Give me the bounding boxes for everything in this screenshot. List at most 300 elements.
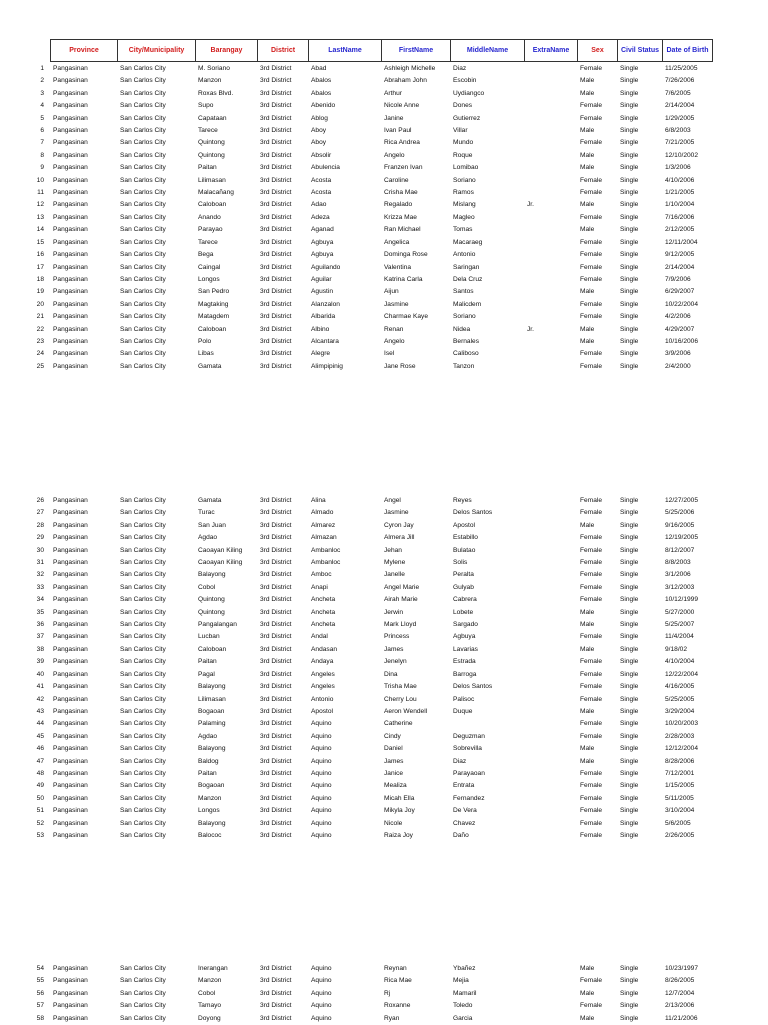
middle-name-cell: Reyes bbox=[453, 497, 472, 504]
district-cell: 3rd District bbox=[260, 362, 292, 370]
middle-name-cell: Mislang bbox=[453, 201, 476, 209]
city-cell: San Carlos City bbox=[120, 275, 166, 283]
sex-cell: Female bbox=[580, 571, 602, 579]
date-of-birth-cell: 5/25/2007 bbox=[665, 621, 695, 629]
civil-status-cell: Single bbox=[620, 509, 639, 517]
civil-status-cell: Single bbox=[620, 965, 639, 972]
sex-cell: Male bbox=[580, 989, 595, 997]
table-row bbox=[30, 594, 717, 606]
extra-name-cell bbox=[524, 532, 577, 544]
extra-name-cell bbox=[524, 175, 577, 187]
city-cell: San Carlos City bbox=[120, 769, 166, 777]
table-row bbox=[30, 557, 717, 569]
barangay-cell: Turac bbox=[198, 509, 215, 517]
sex-cell: Female bbox=[580, 807, 602, 815]
civil-status-cell: Single bbox=[620, 65, 639, 72]
province-cell: Pangasinan bbox=[53, 757, 88, 765]
province-cell: Pangasinan bbox=[53, 313, 88, 321]
civil-status-cell: Single bbox=[620, 176, 639, 184]
district-cell: 3rd District bbox=[260, 102, 292, 110]
civil-status-cell: Single bbox=[620, 251, 639, 259]
records-block-1 bbox=[30, 63, 717, 373]
middle-name-cell: Nidea bbox=[453, 325, 471, 333]
table-row bbox=[30, 88, 717, 100]
last-name-cell: Abenido bbox=[311, 102, 336, 110]
sex-cell: Female bbox=[580, 720, 602, 728]
sex-cell: Female bbox=[580, 546, 602, 554]
barangay-cell: Quintong bbox=[198, 608, 225, 616]
sex-cell: Male bbox=[580, 151, 595, 159]
extra-name-cell bbox=[524, 656, 577, 668]
middle-name-cell: Dones bbox=[453, 102, 473, 110]
middle-name-cell: Deguzman bbox=[453, 732, 485, 740]
sex-cell: Female bbox=[580, 176, 602, 184]
sex-cell: Female bbox=[580, 251, 602, 259]
civil-status-cell: Single bbox=[620, 521, 639, 529]
sex-cell: Female bbox=[580, 1002, 602, 1010]
sex-cell: Male bbox=[580, 337, 595, 345]
extra-name-cell bbox=[524, 706, 577, 718]
city-cell: San Carlos City bbox=[120, 238, 166, 246]
civil-status-cell: Single bbox=[620, 238, 639, 246]
records-block-2 bbox=[30, 495, 717, 842]
row-number: 16 bbox=[36, 251, 44, 259]
last-name-cell: Aquino bbox=[311, 745, 332, 753]
civil-status-cell: Single bbox=[620, 534, 639, 542]
sex-cell: Female bbox=[580, 509, 602, 517]
middle-name-cell: Tomas bbox=[453, 226, 473, 234]
province-cell: Pangasinan bbox=[53, 534, 88, 542]
district-cell: 3rd District bbox=[260, 213, 292, 221]
last-name-cell: Aquino bbox=[311, 965, 332, 972]
extra-name-cell bbox=[524, 299, 577, 311]
province-cell: Pangasinan bbox=[53, 695, 88, 703]
table-row bbox=[30, 582, 717, 594]
header-last-name: LastName bbox=[309, 40, 382, 62]
extra-name-cell bbox=[524, 1000, 577, 1012]
city-cell: San Carlos City bbox=[120, 807, 166, 815]
row-number: 3 bbox=[40, 89, 44, 97]
date-of-birth-cell: 5/27/2000 bbox=[665, 608, 695, 616]
city-cell: San Carlos City bbox=[120, 670, 166, 678]
table-row bbox=[30, 619, 717, 631]
civil-status-cell: Single bbox=[620, 350, 639, 358]
barangay-cell: Baldog bbox=[198, 757, 219, 765]
district-cell: 3rd District bbox=[260, 596, 292, 604]
row-number: 30 bbox=[36, 546, 44, 554]
last-name-cell: Aquino bbox=[311, 977, 332, 985]
middle-name-cell: Caliboso bbox=[453, 350, 479, 358]
extra-name-cell bbox=[524, 100, 577, 112]
district-cell: 3rd District bbox=[260, 534, 292, 542]
province-cell: Pangasinan bbox=[53, 350, 88, 358]
city-cell: San Carlos City bbox=[120, 114, 166, 122]
civil-status-cell: Single bbox=[620, 794, 639, 802]
table-row bbox=[30, 113, 717, 125]
middle-name-cell: Bulatao bbox=[453, 546, 476, 554]
table-row bbox=[30, 731, 717, 743]
last-name-cell: Alina bbox=[311, 497, 326, 504]
city-cell: San Carlos City bbox=[120, 65, 166, 72]
last-name-cell: Adao bbox=[311, 201, 327, 209]
city-cell: San Carlos City bbox=[120, 350, 166, 358]
city-cell: San Carlos City bbox=[120, 794, 166, 802]
sex-cell: Female bbox=[580, 139, 602, 147]
row-number: 33 bbox=[36, 583, 44, 591]
last-name-cell: Agbuya bbox=[311, 238, 334, 246]
barangay-cell: San Juan bbox=[198, 521, 226, 529]
district-cell: 3rd District bbox=[260, 114, 292, 122]
province-cell: Pangasinan bbox=[53, 102, 88, 110]
barangay-cell: Balayong bbox=[198, 745, 226, 753]
date-of-birth-cell: 9/16/2005 bbox=[665, 521, 695, 529]
first-name-cell: Abraham John bbox=[384, 77, 427, 85]
first-name-cell: Ivan Paul bbox=[384, 127, 412, 135]
row-number: 21 bbox=[36, 313, 44, 321]
middle-name-cell: Soriano bbox=[453, 176, 476, 184]
city-cell: San Carlos City bbox=[120, 583, 166, 591]
last-name-cell: Andaya bbox=[311, 658, 334, 666]
city-cell: San Carlos City bbox=[120, 362, 166, 370]
district-cell: 3rd District bbox=[260, 720, 292, 728]
district-cell: 3rd District bbox=[260, 633, 292, 641]
district-cell: 3rd District bbox=[260, 151, 292, 159]
date-of-birth-cell: 1/21/2005 bbox=[665, 189, 695, 197]
row-number: 39 bbox=[36, 658, 44, 666]
province-cell: Pangasinan bbox=[53, 164, 88, 172]
middle-name-cell: Bernales bbox=[453, 337, 480, 345]
header-civil-status: Civil Status bbox=[618, 40, 663, 62]
row-number: 42 bbox=[36, 695, 44, 703]
table-row bbox=[30, 805, 717, 817]
first-name-cell: Isel bbox=[384, 350, 395, 358]
civil-status-cell: Single bbox=[620, 583, 639, 591]
province-cell: Pangasinan bbox=[53, 683, 88, 691]
extra-name-cell: Jr. bbox=[527, 325, 534, 333]
table-row bbox=[30, 286, 717, 298]
civil-status-cell: Single bbox=[620, 1014, 639, 1022]
extra-name-cell bbox=[524, 520, 577, 532]
middle-name-cell: Estabillo bbox=[453, 534, 478, 542]
middle-name-cell: Antonio bbox=[453, 251, 476, 259]
table-row bbox=[30, 669, 717, 681]
first-name-cell: Catherine bbox=[384, 720, 413, 728]
sex-cell: Female bbox=[580, 658, 602, 666]
table-row bbox=[30, 125, 717, 137]
last-name-cell: Apostol bbox=[311, 707, 333, 715]
province-cell: Pangasinan bbox=[53, 139, 88, 147]
date-of-birth-cell: 10/20/2003 bbox=[665, 720, 699, 728]
middle-name-cell: Lobete bbox=[453, 608, 474, 616]
last-name-cell: Acosta bbox=[311, 189, 332, 197]
table-row bbox=[30, 1013, 717, 1025]
date-of-birth-cell: 11/21/2006 bbox=[665, 1014, 698, 1022]
first-name-cell: Valentina bbox=[384, 263, 412, 271]
province-cell: Pangasinan bbox=[53, 546, 88, 554]
row-number: 40 bbox=[36, 670, 44, 678]
last-name-cell: Ambanloc bbox=[311, 559, 341, 567]
district-cell: 3rd District bbox=[260, 1014, 292, 1022]
province-cell: Pangasinan bbox=[53, 89, 88, 97]
sex-cell: Female bbox=[580, 534, 602, 542]
date-of-birth-cell: 4/16/2005 bbox=[665, 683, 695, 691]
extra-name-cell bbox=[524, 495, 577, 507]
row-number: 46 bbox=[36, 745, 44, 753]
province-cell: Pangasinan bbox=[53, 201, 88, 209]
district-cell: 3rd District bbox=[260, 350, 292, 358]
sex-cell: Female bbox=[580, 263, 602, 271]
city-cell: San Carlos City bbox=[120, 102, 166, 110]
header-province: Province bbox=[51, 40, 118, 62]
district-cell: 3rd District bbox=[260, 807, 292, 815]
last-name-cell: Aquino bbox=[311, 1002, 332, 1010]
province-cell: Pangasinan bbox=[53, 263, 88, 271]
last-name-cell: Abalos bbox=[311, 77, 332, 85]
first-name-cell: Dominga Rose bbox=[384, 251, 428, 259]
province-cell: Pangasinan bbox=[53, 176, 88, 184]
sex-cell: Female bbox=[580, 238, 602, 246]
barangay-cell: Polo bbox=[198, 337, 212, 345]
first-name-cell: Roxanne bbox=[384, 1002, 411, 1010]
table-row bbox=[30, 818, 717, 830]
first-name-cell: Angelo bbox=[384, 151, 405, 159]
barangay-cell: Balayong bbox=[198, 819, 226, 827]
district-cell: 3rd District bbox=[260, 300, 292, 308]
sex-cell: Female bbox=[580, 583, 602, 591]
district-cell: 3rd District bbox=[260, 658, 292, 666]
province-cell: Pangasinan bbox=[53, 127, 88, 135]
district-cell: 3rd District bbox=[260, 89, 292, 97]
barangay-cell: Lilimasan bbox=[198, 695, 226, 703]
header-city-municipality: City/Municipality bbox=[118, 40, 196, 62]
extra-name-cell bbox=[524, 557, 577, 569]
last-name-cell: Alanzalon bbox=[311, 300, 340, 308]
table-row bbox=[30, 212, 717, 224]
table-row bbox=[30, 520, 717, 532]
district-cell: 3rd District bbox=[260, 521, 292, 529]
date-of-birth-cell: 8/26/2005 bbox=[665, 977, 695, 985]
civil-status-cell: Single bbox=[620, 546, 639, 554]
date-of-birth-cell: 12/12/2004 bbox=[665, 745, 699, 753]
extra-name-cell bbox=[524, 830, 577, 842]
table-row bbox=[30, 63, 717, 75]
extra-name-cell bbox=[524, 125, 577, 137]
date-of-birth-cell: 7/12/2001 bbox=[665, 769, 695, 777]
barangay-cell: Longos bbox=[198, 807, 220, 815]
barangay-cell: Cobol bbox=[198, 989, 216, 997]
middle-name-cell: Daño bbox=[453, 831, 469, 839]
table-row bbox=[30, 793, 717, 805]
province-cell: Pangasinan bbox=[53, 977, 88, 985]
extra-name-cell bbox=[524, 286, 577, 298]
row-number: 25 bbox=[36, 362, 44, 370]
last-name-cell: Alegre bbox=[311, 350, 331, 358]
sex-cell: Female bbox=[580, 794, 602, 802]
date-of-birth-cell: 1/10/2004 bbox=[665, 201, 695, 209]
last-name-cell: Aquino bbox=[311, 989, 332, 997]
first-name-cell: Cindy bbox=[384, 732, 401, 740]
district-cell: 3rd District bbox=[260, 571, 292, 579]
sex-cell: Male bbox=[580, 127, 595, 135]
city-cell: San Carlos City bbox=[120, 313, 166, 321]
sex-cell: Male bbox=[580, 707, 595, 715]
sex-cell: Female bbox=[580, 683, 602, 691]
barangay-cell: Capataan bbox=[198, 114, 227, 122]
first-name-cell: Ashleigh Michelle bbox=[384, 65, 436, 72]
table-row bbox=[30, 569, 717, 581]
civil-status-cell: Single bbox=[620, 819, 639, 827]
district-cell: 3rd District bbox=[260, 509, 292, 517]
first-name-cell: Princess bbox=[384, 633, 410, 641]
table-row bbox=[30, 963, 717, 975]
first-name-cell: Nicole bbox=[384, 819, 403, 827]
province-cell: Pangasinan bbox=[53, 769, 88, 777]
middle-name-cell: Dela Cruz bbox=[453, 275, 483, 283]
row-number: 34 bbox=[36, 596, 44, 604]
extra-name-cell bbox=[524, 1013, 577, 1025]
barangay-cell: Tarece bbox=[198, 238, 218, 246]
row-number: 35 bbox=[36, 608, 44, 616]
district-cell: 3rd District bbox=[260, 819, 292, 827]
civil-status-cell: Single bbox=[620, 313, 639, 321]
date-of-birth-cell: 8/28/2006 bbox=[665, 757, 695, 765]
first-name-cell: Jane Rose bbox=[384, 362, 416, 370]
last-name-cell: Anapi bbox=[311, 583, 328, 591]
extra-name-cell bbox=[524, 644, 577, 656]
district-cell: 3rd District bbox=[260, 965, 292, 972]
extra-name-cell bbox=[524, 137, 577, 149]
civil-status-cell: Single bbox=[620, 275, 639, 283]
civil-status-cell: Single bbox=[620, 77, 639, 85]
table-row bbox=[30, 988, 717, 1000]
table-row bbox=[30, 532, 717, 544]
date-of-birth-cell: 2/28/2003 bbox=[665, 732, 695, 740]
extra-name-cell bbox=[524, 361, 577, 373]
district-cell: 3rd District bbox=[260, 313, 292, 321]
extra-name-cell bbox=[524, 793, 577, 805]
district-cell: 3rd District bbox=[260, 77, 292, 85]
first-name-cell: Daniel bbox=[384, 745, 403, 753]
barangay-cell: Lilimasan bbox=[198, 176, 226, 184]
province-cell: Pangasinan bbox=[53, 65, 88, 72]
table-row bbox=[30, 274, 717, 286]
table-row bbox=[30, 150, 717, 162]
civil-status-cell: Single bbox=[620, 707, 639, 715]
sex-cell: Female bbox=[580, 633, 602, 641]
last-name-cell: Almarez bbox=[311, 521, 336, 529]
table-row bbox=[30, 199, 717, 211]
middle-name-cell: Mejia bbox=[453, 977, 469, 985]
city-cell: San Carlos City bbox=[120, 337, 166, 345]
city-cell: San Carlos City bbox=[120, 1014, 166, 1022]
district-cell: 3rd District bbox=[260, 325, 292, 333]
civil-status-cell: Single bbox=[620, 189, 639, 197]
middle-name-cell: Ramos bbox=[453, 189, 474, 197]
barangay-cell: Manzon bbox=[198, 77, 222, 85]
city-cell: San Carlos City bbox=[120, 621, 166, 629]
date-of-birth-cell: 2/14/2004 bbox=[665, 102, 695, 110]
extra-name-cell bbox=[524, 818, 577, 830]
last-name-cell: Angeles bbox=[311, 670, 335, 678]
row-number: 2 bbox=[40, 77, 44, 85]
civil-status-cell: Single bbox=[620, 596, 639, 604]
civil-status-cell: Single bbox=[620, 683, 639, 691]
row-number: 9 bbox=[40, 164, 44, 172]
extra-name-cell bbox=[524, 507, 577, 519]
date-of-birth-cell: 9/18/02 bbox=[665, 645, 687, 653]
first-name-cell: Airah Marie bbox=[384, 596, 418, 604]
district-cell: 3rd District bbox=[260, 559, 292, 567]
header-district: District bbox=[258, 40, 309, 62]
first-name-cell: Krizza Mae bbox=[384, 213, 417, 221]
extra-name-cell bbox=[524, 224, 577, 236]
district-cell: 3rd District bbox=[260, 238, 292, 246]
table-row bbox=[30, 681, 717, 693]
table-row bbox=[30, 361, 717, 373]
barangay-cell: Paitan bbox=[198, 164, 217, 172]
date-of-birth-cell: 1/15/2005 bbox=[665, 782, 695, 790]
sex-cell: Female bbox=[580, 313, 602, 321]
row-number: 27 bbox=[36, 509, 44, 517]
barangay-cell: Quintong bbox=[198, 139, 225, 147]
table-row bbox=[30, 162, 717, 174]
city-cell: San Carlos City bbox=[120, 977, 166, 985]
civil-status-cell: Single bbox=[620, 732, 639, 740]
middle-name-cell: Mamaril bbox=[453, 989, 477, 997]
last-name-cell: Aquino bbox=[311, 769, 332, 777]
middle-name-cell: Lavarias bbox=[453, 645, 478, 653]
row-number: 12 bbox=[36, 201, 44, 209]
date-of-birth-cell: 2/4/2000 bbox=[665, 362, 691, 370]
civil-status-cell: Single bbox=[620, 139, 639, 147]
last-name-cell: Antonio bbox=[311, 695, 334, 703]
date-of-birth-cell: 8/8/2003 bbox=[665, 559, 691, 567]
city-cell: San Carlos City bbox=[120, 757, 166, 765]
barangay-cell: Caloboan bbox=[198, 201, 227, 209]
province-cell: Pangasinan bbox=[53, 670, 88, 678]
barangay-cell: Matagdem bbox=[198, 313, 230, 321]
row-number: 53 bbox=[36, 831, 44, 839]
province-cell: Pangasinan bbox=[53, 521, 88, 529]
row-number: 8 bbox=[40, 151, 44, 159]
extra-name-cell bbox=[524, 150, 577, 162]
date-of-birth-cell: 8/12/2007 bbox=[665, 546, 695, 554]
province-cell: Pangasinan bbox=[53, 989, 88, 997]
barangay-cell: Parayao bbox=[198, 226, 223, 234]
district-cell: 3rd District bbox=[260, 164, 292, 172]
civil-status-cell: Single bbox=[620, 720, 639, 728]
sex-cell: Female bbox=[580, 819, 602, 827]
province-cell: Pangasinan bbox=[53, 275, 88, 283]
extra-name-cell: Jr. bbox=[527, 201, 534, 209]
last-name-cell: Aganad bbox=[311, 226, 334, 234]
province-cell: Pangasinan bbox=[53, 114, 88, 122]
district-cell: 3rd District bbox=[260, 275, 292, 283]
middle-name-cell: Soriano bbox=[453, 313, 476, 321]
row-number: 43 bbox=[36, 707, 44, 715]
date-of-birth-cell: 7/16/2006 bbox=[665, 213, 695, 221]
first-name-cell: Mealiza bbox=[384, 782, 407, 790]
middle-name-cell: De Vera bbox=[453, 807, 477, 815]
city-cell: San Carlos City bbox=[120, 534, 166, 542]
sex-cell: Male bbox=[580, 164, 595, 172]
middle-name-cell: Parayaoan bbox=[453, 769, 485, 777]
extra-name-cell bbox=[524, 975, 577, 987]
extra-name-cell bbox=[524, 780, 577, 792]
first-name-cell: Renan bbox=[384, 325, 404, 333]
district-cell: 3rd District bbox=[260, 251, 292, 259]
province-cell: Pangasinan bbox=[53, 745, 88, 753]
